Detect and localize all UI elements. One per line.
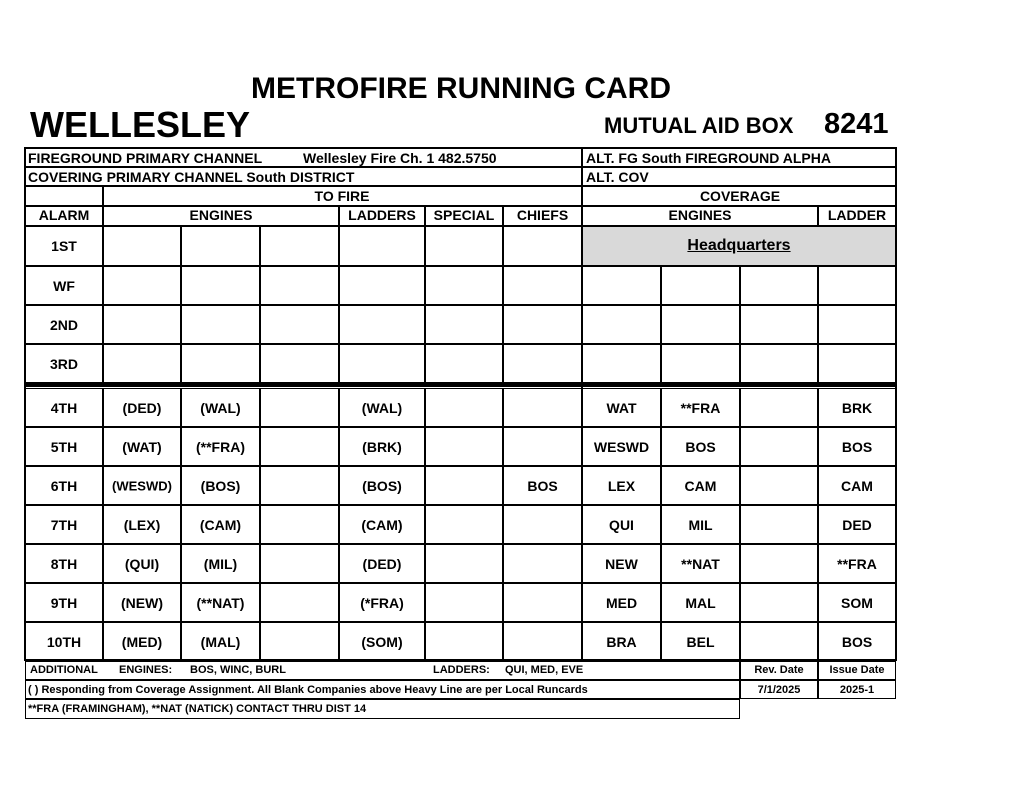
company-label: BRK (841, 399, 873, 416)
table-cell (181, 266, 260, 305)
table-cell (260, 505, 339, 544)
rev-date-label: Rev. Date (754, 664, 804, 676)
col-header-label-chiefs: CHIEFS (516, 207, 569, 223)
table-cell (740, 544, 818, 583)
contact-note: **FRA (FRAMINGHAM), **NAT (NATICK) CONTACT THRU DIST 14 (28, 703, 367, 715)
company-label: (BOS) (362, 477, 402, 494)
table-cell (339, 305, 425, 344)
table-cell (503, 226, 582, 266)
table-cell (740, 305, 818, 344)
table-cell (339, 266, 425, 305)
card-title: METROFIRE RUNNING CARD (251, 72, 671, 105)
table-cell (818, 305, 896, 344)
alarm-label: 1ST (51, 238, 77, 254)
alarm-label: 7TH (50, 516, 78, 533)
company-label: BOS (527, 477, 558, 494)
alarm-label: 8TH (50, 555, 78, 572)
coverage-label: COVERAGE (699, 188, 781, 204)
table-cell (503, 583, 582, 622)
table-cell (103, 305, 181, 344)
alt-cov-label: ALT. COV (586, 169, 649, 185)
table-cell (661, 305, 740, 344)
table-cell (582, 305, 661, 344)
table-cell (103, 226, 181, 266)
table-cell (818, 266, 896, 305)
company-label: (DED) (362, 555, 402, 572)
table-cell (503, 622, 582, 661)
col-header-label-special: SPECIAL (433, 207, 495, 223)
table-cell (339, 344, 425, 383)
table-cell (503, 344, 582, 383)
fireground-value: Wellesley Fire Ch. 1 482.5750 (303, 150, 497, 166)
table-cell (260, 427, 339, 466)
table-cell (818, 344, 896, 383)
table-cell (740, 344, 818, 383)
table-cell (503, 266, 582, 305)
fireground-label: FIREGROUND PRIMARY CHANNEL (28, 150, 263, 166)
table-cell (260, 466, 339, 505)
company-label: NEW (605, 555, 638, 572)
col-header-label-cov-engines: ENGINES (668, 207, 732, 223)
issue-date-value: 2025-1 (839, 684, 875, 696)
table-cell (425, 388, 503, 427)
col-header-label-alarm: ALARM (38, 207, 90, 223)
company-label: (SOM) (361, 633, 403, 650)
company-label: MIL (688, 516, 713, 533)
company-label: (QUI) (124, 555, 160, 572)
box-number: 8241 (824, 108, 889, 140)
company-label: (CAM) (199, 516, 242, 533)
company-label: (**FRA) (196, 438, 245, 455)
table-cell (740, 583, 818, 622)
company-label: SOM (841, 594, 873, 611)
table-cell (503, 505, 582, 544)
additional-label: ADDITIONAL (30, 664, 98, 676)
heavy-line (24, 383, 897, 387)
table-cell (740, 466, 818, 505)
alarm-label: 4TH (50, 399, 78, 416)
alarm-label: 3RD (49, 355, 79, 372)
footer-engines-label: ENGINES: (119, 664, 173, 676)
box-label: MUTUAL AID BOX (604, 113, 794, 138)
town-name: WELLESLEY (30, 104, 251, 145)
table-cell (260, 344, 339, 383)
table-cell (740, 505, 818, 544)
table-cell (103, 266, 181, 305)
company-label: BOS (685, 438, 716, 455)
table-cell (740, 266, 818, 305)
company-label: **FRA (680, 399, 721, 416)
company-label: (MED) (121, 633, 163, 650)
coverage-note: ( ) Responding from Coverage Assignment. All Blank Companies above Heavy Line are per Local Runcards (28, 684, 588, 696)
company-label: (WAL) (200, 399, 241, 416)
company-label: QUI (609, 516, 634, 533)
company-label: MAL (685, 594, 716, 611)
table-cell (425, 466, 503, 505)
table-cell (740, 622, 818, 661)
table-cell (582, 344, 661, 383)
alarm-label: 5TH (50, 438, 78, 455)
table-cell (503, 544, 582, 583)
table-cell (260, 583, 339, 622)
table-cell (503, 427, 582, 466)
table-cell (181, 344, 260, 383)
col-header-label-ladders: LADDERS (348, 207, 416, 223)
alarm-label: 10TH (46, 633, 82, 650)
table-cell (582, 266, 661, 305)
table-cell (661, 344, 740, 383)
company-label: **FRA (837, 555, 877, 572)
company-label: (BOS) (200, 477, 241, 494)
alarm-label: WF (53, 277, 75, 294)
table-cell (425, 344, 503, 383)
table-cell (260, 226, 339, 266)
table-cell (425, 427, 503, 466)
company-label: (WESWD) (112, 478, 172, 493)
company-label: **NAT (681, 555, 720, 572)
headquarters-label: Headquarters (687, 237, 791, 254)
table-cell (425, 583, 503, 622)
company-label: (WAL) (361, 399, 403, 416)
table-cell (181, 305, 260, 344)
company-label: (*FRA) (360, 594, 404, 611)
table-cell (339, 226, 425, 266)
company-label: (WAT) (122, 438, 162, 455)
alarm-group-cell (25, 186, 103, 206)
covering-label: COVERING PRIMARY CHANNEL South DISTRICT (28, 169, 355, 185)
company-label: CAM (684, 477, 717, 494)
table-cell (503, 388, 582, 427)
rev-date-value: 7/1/2025 (757, 684, 801, 696)
company-label: (**NAT) (196, 594, 245, 611)
table-cell (260, 622, 339, 661)
company-label: (BRK) (362, 438, 402, 455)
company-label: (LEX) (123, 516, 161, 533)
table-cell (181, 226, 260, 266)
table-cell (260, 388, 339, 427)
alarm-label: 9TH (50, 594, 78, 611)
company-label: MED (605, 594, 638, 611)
company-label: LEX (607, 477, 636, 494)
alt-fg-label: ALT. FG South FIREGROUND ALPHA (586, 150, 831, 166)
table-cell (503, 305, 582, 344)
table-cell (260, 266, 339, 305)
company-label: CAM (841, 477, 873, 494)
table-cell (425, 226, 503, 266)
alarm-label: 2ND (49, 316, 79, 333)
table-cell (661, 266, 740, 305)
col-header-label-engines: ENGINES (189, 207, 253, 223)
table-cell (425, 266, 503, 305)
company-label: (CAM) (361, 516, 403, 533)
company-label: (MIL) (203, 555, 238, 572)
table-cell (103, 344, 181, 383)
table-cell (740, 427, 818, 466)
company-label: BOS (841, 633, 873, 650)
company-label: BRA (606, 633, 637, 650)
footer-ladders-label: LADDERS: (433, 664, 490, 676)
table-cell (425, 622, 503, 661)
alarm-label: 6TH (50, 477, 78, 494)
company-label: DED (842, 516, 872, 533)
company-label: WAT (606, 399, 637, 416)
issue-date-label: Issue Date (829, 664, 885, 676)
company-label: BOS (841, 438, 873, 455)
table-cell (740, 388, 818, 427)
coverage-separator (581, 148, 583, 661)
table-cell (425, 505, 503, 544)
footer-ladders-value: QUI, MED, EVE (505, 664, 584, 676)
table-cell (260, 544, 339, 583)
table-cell (425, 305, 503, 344)
company-label: WESWD (593, 438, 650, 455)
table-cell (260, 305, 339, 344)
company-label: BEL (686, 633, 715, 650)
table-cell (425, 544, 503, 583)
company-label: (MAL) (200, 633, 241, 650)
to-fire-label: TO FIRE (314, 188, 370, 204)
footer-engines-value: BOS, WINC, BURL (190, 664, 286, 676)
col-header-label-cov-ladder: LADDER (827, 207, 887, 223)
company-label: (NEW) (121, 594, 163, 611)
company-label: (DED) (122, 399, 162, 416)
